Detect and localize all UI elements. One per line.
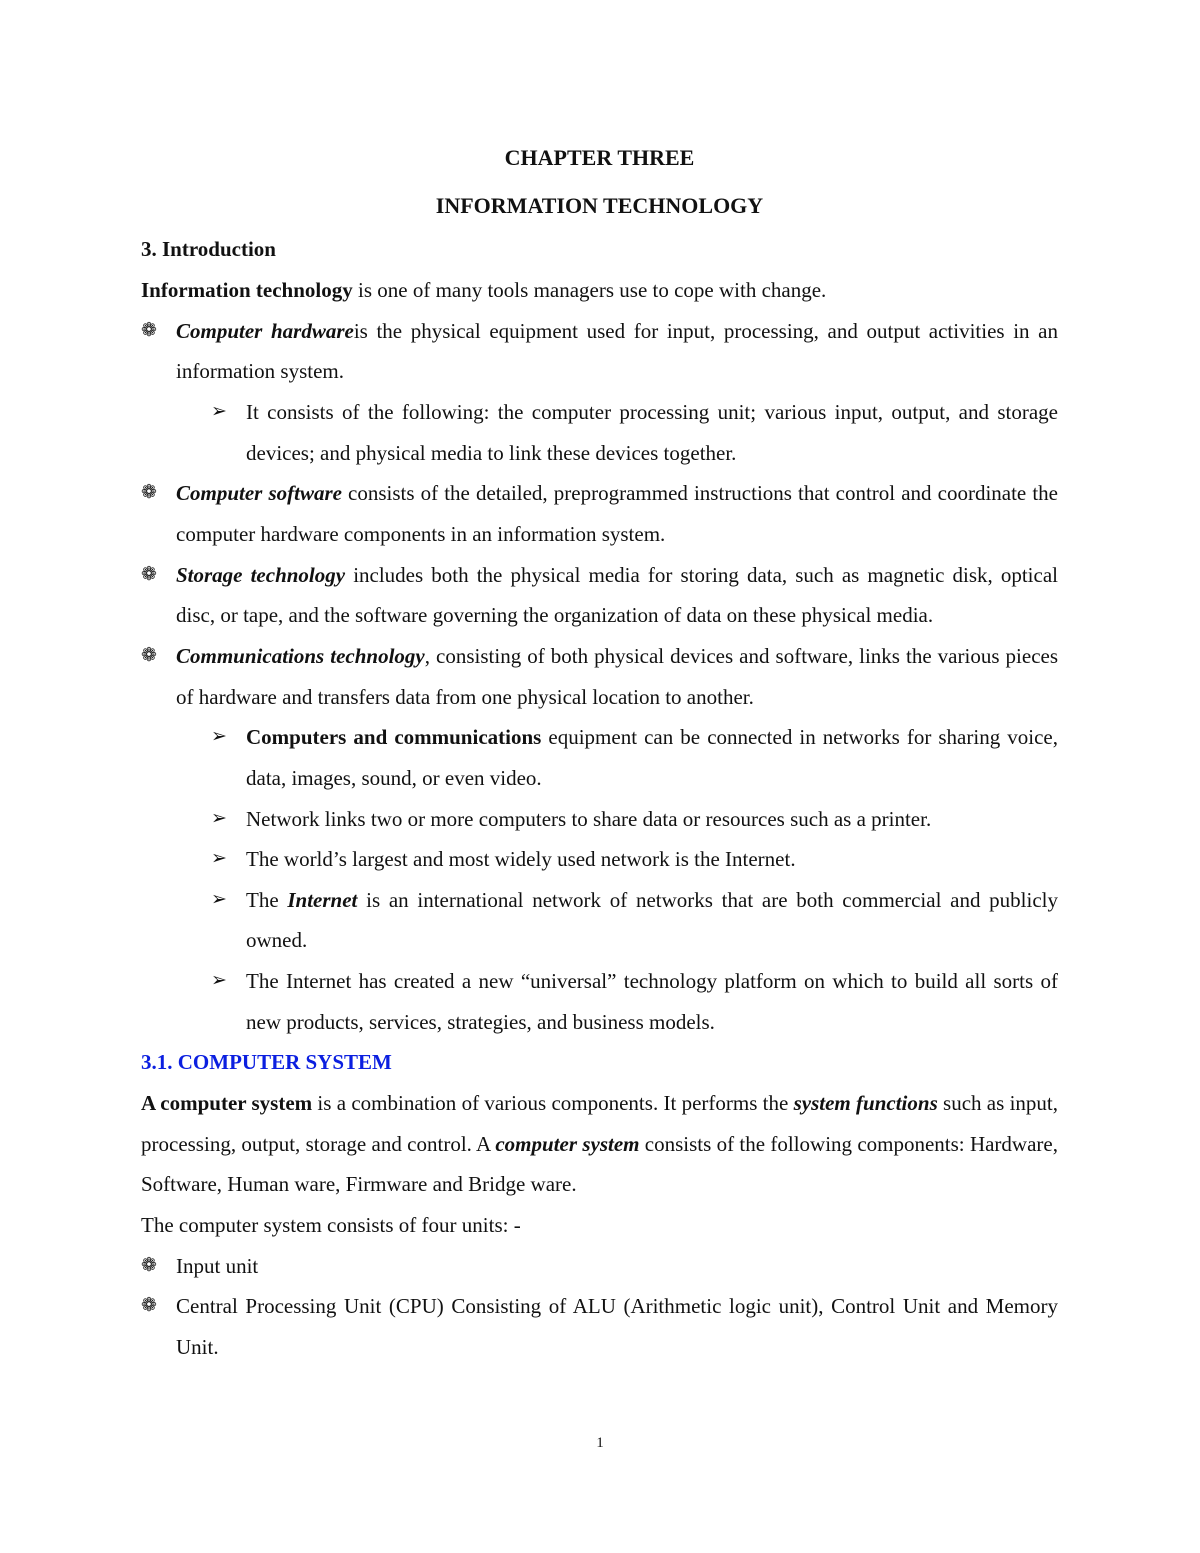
emphasized-text: system functions — [793, 1091, 938, 1116]
emphasized-text: Communications technology — [176, 643, 425, 668]
arrow-bullet-icon: ➢ — [211, 848, 227, 870]
document-page — [141, 138, 1058, 1368]
sub-bullet-item — [141, 961, 1058, 1042]
flower-bullet-icon: ❁ — [141, 563, 157, 585]
text: is one of many tools managers use to cope with change. — [352, 277, 827, 302]
section-heading — [141, 229, 1058, 270]
text: includes both the physical media for storing data, such as magnetic disk, optical disc, or tape, and the software governing the organization of data on these physical media. — [176, 562, 1058, 628]
text: The world’s largest and most widely used network is the Internet. — [246, 847, 796, 872]
text: Input unit — [176, 1253, 259, 1278]
text: , consisting of both physical devices and software, links the various pieces of hardware and transfers data from one physical location to another. — [176, 643, 1059, 709]
sub-bullet-item — [141, 392, 1058, 473]
paragraph — [141, 270, 1058, 311]
flower-bullet-icon: ❁ — [141, 1254, 157, 1276]
text: equipment can be connected in networks for sharing voice, data, images, sound, or even video. — [246, 725, 1058, 790]
text: Network links two or more computers to share data or resources such as a printer. — [246, 806, 932, 831]
text: is the physical equipment used for input, processing, and output activities in an information system. — [176, 318, 1058, 384]
flower-bullet-icon: ❁ — [141, 644, 157, 666]
bullet-item — [141, 1286, 1058, 1367]
flower-bullet-icon: ❁ — [141, 319, 157, 341]
text: is an international network of networks that are both commercial and publicly owned. — [246, 887, 1058, 953]
text: 3.1. COMPUTER SYSTEM — [141, 1050, 392, 1075]
bullet-item — [141, 1246, 1058, 1287]
text: The Internet has created a new “universal” technology platform on which to build all sorts of new products, services, strategies, and business models. — [246, 969, 1058, 1034]
bullet-item — [141, 636, 1058, 717]
sub-bullet-item — [141, 799, 1058, 840]
bullet-item — [141, 473, 1058, 554]
paragraph — [141, 1083, 1058, 1205]
text: It consists of the following: the computer processing unit; various input, output, and storage devices; and physical media to link these devices together. — [246, 399, 1058, 465]
emphasized-text: Computer hardware — [176, 318, 354, 343]
arrow-bullet-icon: ➢ — [211, 807, 227, 829]
arrow-bullet-icon: ➢ — [211, 726, 227, 748]
emphasized-text: Information technology — [141, 277, 353, 302]
arrow-bullet-icon: ➢ — [211, 888, 227, 910]
page-number: 1 — [596, 1435, 604, 1451]
chapter-title: CHAPTER THREE — [504, 145, 695, 170]
document-body — [141, 229, 1058, 1367]
text: The — [246, 887, 288, 912]
flower-bullet-icon: ❁ — [141, 482, 157, 504]
text: 3. Introduction — [141, 237, 276, 262]
emphasized-text: computer system — [495, 1131, 640, 1156]
arrow-bullet-icon: ➢ — [211, 970, 227, 992]
section-heading — [141, 1042, 1058, 1083]
text: is a combination of various components. It performs the — [312, 1091, 794, 1116]
bullet-item — [141, 555, 1058, 636]
sub-bullet-item — [141, 717, 1058, 798]
text: such as input, processing, output, storage and control. A — [141, 1091, 1058, 1156]
paragraph — [141, 1205, 1058, 1246]
emphasized-text: A computer system — [141, 1091, 313, 1116]
sub-bullet-item — [141, 839, 1058, 880]
emphasized-text: Computer software — [176, 481, 342, 506]
text: consists of the detailed, preprogrammed instructions that control and coordinate the computer hardware components in an information system. — [176, 481, 1058, 546]
chapter-subtitle: INFORMATION TECHNOLOGY — [435, 192, 764, 218]
text: The computer system consists of four units: - — [141, 1213, 521, 1238]
emphasized-text: Internet — [287, 887, 358, 912]
arrow-bullet-icon: ➢ — [211, 400, 227, 422]
bullet-item — [141, 311, 1058, 392]
emphasized-text: Storage technology — [176, 562, 346, 587]
flower-bullet-icon: ❁ — [141, 1295, 157, 1317]
text: Central Processing Unit (CPU) Consisting of ALU (Arithmetic logic unit), Control Unit and Memory Unit. — [176, 1294, 1058, 1360]
emphasized-text: Computers and communications — [246, 725, 542, 750]
text: consists of the following components: Hardware, Software, Human ware, Firmware and Bridge ware. — [141, 1131, 1058, 1197]
sub-bullet-item — [141, 880, 1058, 961]
